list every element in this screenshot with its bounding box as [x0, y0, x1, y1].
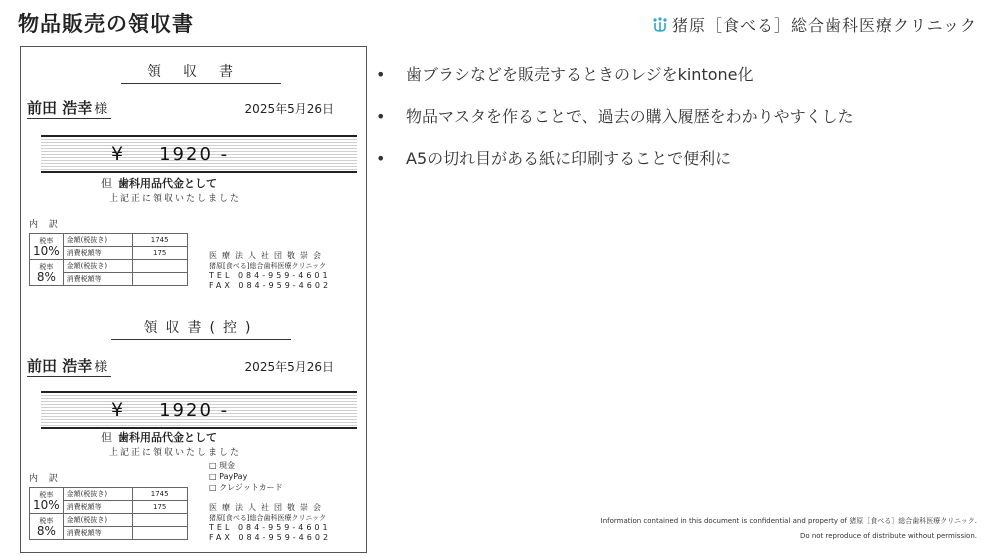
bullet-item: • 歯ブラシなどを販売するときのレジをkintone化 — [372, 62, 854, 104]
currency-symbol: ¥ — [111, 399, 126, 421]
amount-value-cell: 1745 — [132, 488, 187, 501]
receipt-heading: 領収書 — [121, 61, 281, 84]
amount-value-cell: 1745 — [132, 234, 187, 247]
purpose-text: 歯科用品代金として — [118, 177, 217, 190]
rate-value: 10% — [33, 497, 60, 512]
feature-bullets — [372, 62, 854, 188]
receipt-purpose — [101, 175, 217, 191]
rate-value: 8% — [36, 523, 56, 538]
tax-value-cell: 175 — [132, 501, 187, 514]
copy-received-text: 上記正に領収いたしました — [109, 448, 242, 458]
clinic-fax: FAX 084-959-4602 — [209, 281, 332, 290]
receipt-received-text: 上記正に領収いたしました — [109, 194, 242, 204]
copy-heading: 領収書(控) — [111, 317, 291, 340]
copy-customer-name — [27, 355, 111, 377]
copy-amount-box — [41, 391, 357, 429]
amount-value-cell — [132, 260, 187, 273]
purpose-prefix: 但 — [101, 177, 112, 190]
clinic-logo-icon — [652, 17, 668, 33]
tax-rate-cell — [30, 234, 64, 260]
payment-methods — [209, 460, 283, 493]
amount-label: 金額(税抜き) — [63, 488, 132, 501]
bullet-item: • A5の切れ目がある紙に印刷することで便利に — [372, 146, 854, 188]
purpose-prefix: 但 — [101, 431, 112, 444]
logo-text: 猪原［食べる］総合歯科医療クリニック — [671, 16, 977, 35]
breakdown-label: 内 訳 — [29, 220, 62, 230]
tax-label: 消費税額等 — [63, 247, 132, 260]
tax-label: 消費税額等 — [63, 501, 132, 514]
tax-rate-cell — [30, 514, 64, 540]
footer-line-1: Information contained in this document is confidential and property of 猪原［食べる］総合歯科医療クリニック. — [600, 517, 977, 525]
amount-value-cell — [132, 514, 187, 527]
confidentiality-footer — [601, 514, 977, 544]
payment-method-credit: □ クレジットカード — [209, 483, 283, 492]
copy-clinic-info — [209, 503, 331, 543]
tax-value-cell: 175 — [132, 247, 187, 260]
copy-tax-breakdown-table — [29, 487, 188, 540]
rate-label: 税率 — [39, 516, 54, 525]
amount-value: 1920 - — [159, 144, 230, 165]
currency-symbol: ¥ — [111, 143, 126, 165]
copy-purpose — [101, 429, 217, 445]
customer-name-text: 前田 浩幸 — [27, 357, 93, 375]
tax-breakdown-table — [29, 233, 188, 286]
rate-value: 10% — [33, 243, 60, 258]
amount-label: 金額(税抜き) — [63, 260, 132, 273]
purpose-text: 歯科用品代金として — [118, 431, 217, 444]
copy-amount — [111, 399, 229, 421]
breakdown-label: 内 訳 — [29, 474, 62, 484]
tax-rate-cell — [30, 488, 64, 514]
rate-label: 税率 — [39, 490, 54, 499]
receipt-amount-box — [41, 135, 357, 173]
clinic-tel: TEL 084-959-4601 — [209, 523, 331, 532]
rate-value: 8% — [36, 269, 56, 284]
honorific: 様 — [94, 360, 108, 375]
customer-name-text: 前田 浩幸 — [27, 99, 93, 117]
tax-rate-cell — [30, 260, 64, 286]
tax-value-cell — [132, 273, 187, 286]
clinic-logo — [652, 13, 977, 36]
clinic-name: 猪原[食べる]総合歯科医療クリニック — [209, 262, 327, 270]
rate-label: 税率 — [39, 262, 54, 271]
clinic-corp-name: 医療法人社団敬崇会 — [209, 251, 326, 260]
clinic-info — [209, 251, 331, 291]
receipt-customer-name — [27, 97, 111, 119]
receipt-date: 2025年5月26日 — [244, 102, 334, 116]
receipt-amount — [111, 143, 229, 165]
honorific: 様 — [94, 102, 108, 117]
clinic-corp-name: 医療法人社団敬崇会 — [209, 503, 326, 512]
payment-method-paypay: □ PayPay — [209, 472, 248, 481]
amount-label: 金額(税抜き) — [63, 234, 132, 247]
tax-value-cell — [132, 527, 187, 540]
payment-method-cash: □ 現金 — [209, 461, 236, 470]
slide-title: 物品販売の領収書 — [18, 12, 194, 36]
bullet-item: • 物品マスタを作ることで、過去の購入履歴をわかりやすくした — [372, 104, 854, 146]
footer-line-2: Do not reproduce of distribute without permission. — [799, 532, 977, 540]
tax-label: 消費税額等 — [63, 273, 132, 286]
tax-label: 消費税額等 — [63, 527, 132, 540]
clinic-tel: TEL 084-959-4601 — [209, 271, 331, 280]
rate-label: 税率 — [39, 236, 54, 245]
clinic-name: 猪原[食べる]総合歯科医療クリニック — [209, 514, 327, 522]
receipt-image — [20, 46, 367, 553]
amount-value: 1920 - — [159, 400, 230, 421]
amount-label: 金額(税抜き) — [63, 514, 132, 527]
clinic-fax: FAX 084-959-4602 — [209, 533, 332, 542]
copy-date: 2025年5月26日 — [244, 360, 334, 374]
